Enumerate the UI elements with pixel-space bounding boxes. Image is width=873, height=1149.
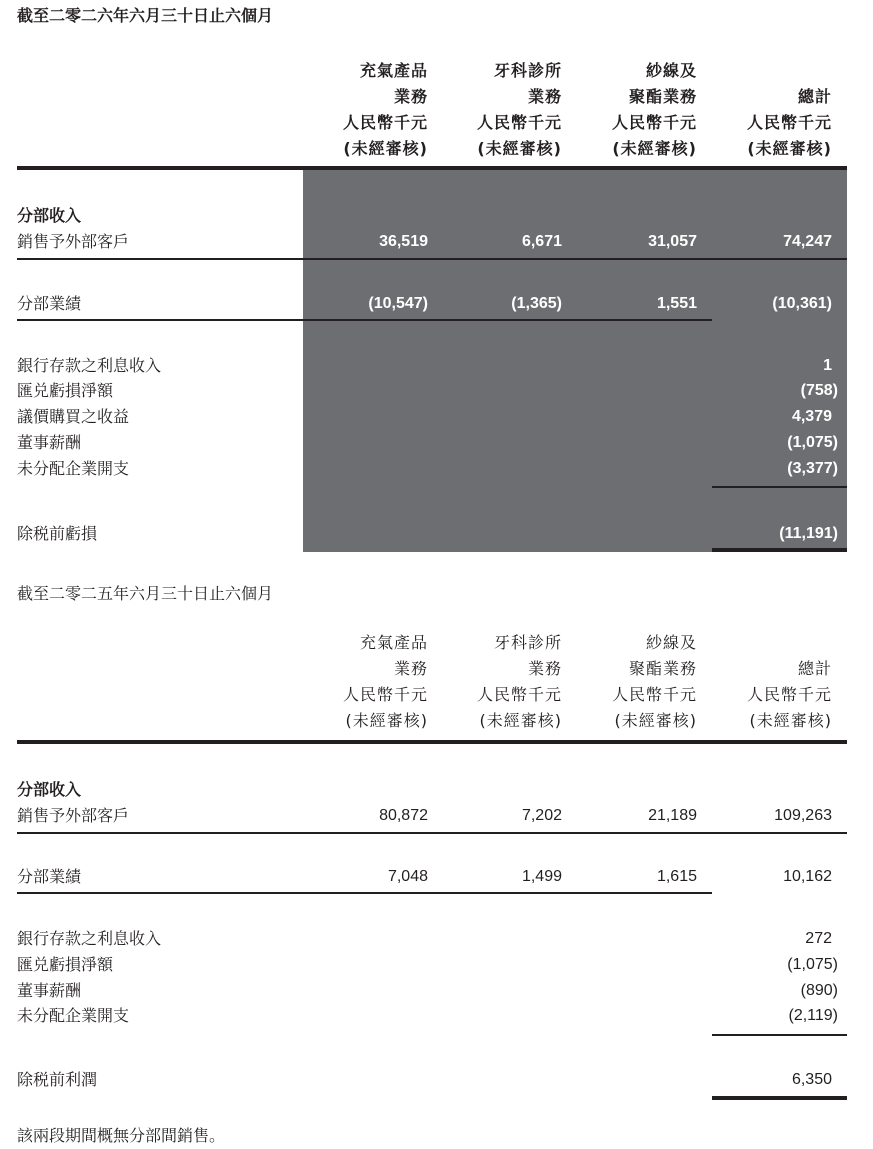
other-item-value: 1 — [823, 357, 832, 374]
sales-label-2026: 銷售予外部客戶 — [17, 232, 130, 251]
final-label-2025: 除税前利潤 — [17, 1070, 98, 1089]
results-dental-2026: (1,365) — [511, 295, 562, 312]
other-item-label: 議價購買之收益 — [17, 407, 130, 426]
results-inflatable-2025: 7,048 — [387, 868, 428, 885]
sales-total-2026: 74,247 — [783, 233, 832, 250]
results-total-2026: (10,361) — [772, 295, 832, 312]
final-value-2026: (11,191) — [779, 525, 838, 542]
sales-rule-2026 — [17, 258, 847, 260]
col-inflatable-header-2026: 充氣產品 業務 人民幣千元 (未經審核) — [342, 61, 428, 158]
other-item-value: (758) — [800, 382, 838, 399]
results-yarn-2025: 1,615 — [656, 868, 697, 885]
results-rule-2025 — [17, 892, 712, 894]
results-yarn-2026: 1,551 — [656, 295, 697, 312]
final-value-2025: 6,350 — [791, 1071, 832, 1088]
other-item-label: 未分配企業開支 — [17, 459, 130, 478]
period-2025-title: 截至二零二五年六月三十日止六個月 — [17, 584, 274, 603]
sales-label-2025: 銷售予外部客戶 — [17, 806, 130, 825]
sales-yarn-2025: 21,189 — [648, 807, 697, 824]
segment-revenue-heading-2025: 分部收入 — [17, 780, 82, 799]
header-rule-2025 — [17, 740, 847, 744]
results-label-2025: 分部業績 — [17, 867, 82, 886]
sales-rule-2025 — [17, 832, 847, 834]
other-item-value: 272 — [805, 930, 832, 947]
other-item-label: 匯兑虧損淨額 — [17, 381, 114, 400]
sales-dental-2026: 6,671 — [521, 233, 562, 250]
period-2026-title: 截至二零二六年六月三十日止六個月 — [17, 6, 274, 25]
segment-revenue-heading-2026: 分部收入 — [17, 206, 82, 225]
sales-yarn-2026: 31,057 — [648, 233, 697, 250]
other-item-label: 董事薪酬 — [17, 981, 82, 1000]
other-item-value: 4,379 — [791, 408, 832, 425]
results-inflatable-2026: (10,547) — [368, 295, 428, 312]
col-yarn-header-2026: 紗線及 聚酯業務 人民幣千元 (未經審核) — [611, 61, 697, 158]
subtotal-rule-2025 — [712, 1034, 847, 1036]
footnote: 該兩段期間概無分部間銷售。 — [17, 1126, 226, 1145]
other-item-label: 未分配企業開支 — [17, 1006, 130, 1025]
other-item-value: (2,119) — [788, 1007, 838, 1024]
final-label-2026: 除税前虧損 — [17, 524, 98, 543]
other-item-value: (3,377) — [787, 460, 838, 477]
subtotal-rule-2026 — [712, 486, 847, 488]
other-item-label: 董事薪酬 — [17, 433, 82, 452]
col-yarn-header-2025: 紗線及 聚酯業務 人民幣千元 (未經審核) — [611, 633, 697, 730]
sales-dental-2025: 7,202 — [521, 807, 562, 824]
other-item-value: (1,075) — [787, 434, 838, 451]
col-total-header-2026: 總計 人民幣千元 (未經審核) — [746, 87, 832, 158]
col-dental-header-2025: 牙科診所 業務 人民幣千元 (未經審核) — [476, 633, 562, 730]
final-rule-2026 — [712, 548, 847, 552]
col-inflatable-header-2025: 充氣產品 業務 人民幣千元 (未經審核) — [342, 633, 428, 730]
other-item-value: (1,075) — [787, 956, 838, 973]
results-dental-2025: 1,499 — [521, 868, 562, 885]
col-total-header-2025: 總計 人民幣千元 (未經審核) — [746, 659, 832, 730]
sales-inflatable-2026: 36,519 — [379, 233, 428, 250]
other-item-value: (890) — [800, 982, 838, 999]
sales-total-2025: 109,263 — [774, 807, 832, 824]
results-label-2026: 分部業績 — [17, 294, 82, 313]
results-total-2025: 10,162 — [783, 868, 832, 885]
col-dental-header-2026: 牙科診所 業務 人民幣千元 (未經審核) — [476, 61, 562, 158]
final-rule-2025 — [712, 1096, 847, 1100]
sales-inflatable-2025: 80,872 — [379, 807, 428, 824]
other-item-label: 銀行存款之利息收入 — [17, 929, 162, 948]
results-rule-2026 — [17, 319, 712, 321]
other-item-label: 銀行存款之利息收入 — [17, 356, 162, 375]
other-item-label: 匯兑虧損淨額 — [17, 955, 114, 974]
